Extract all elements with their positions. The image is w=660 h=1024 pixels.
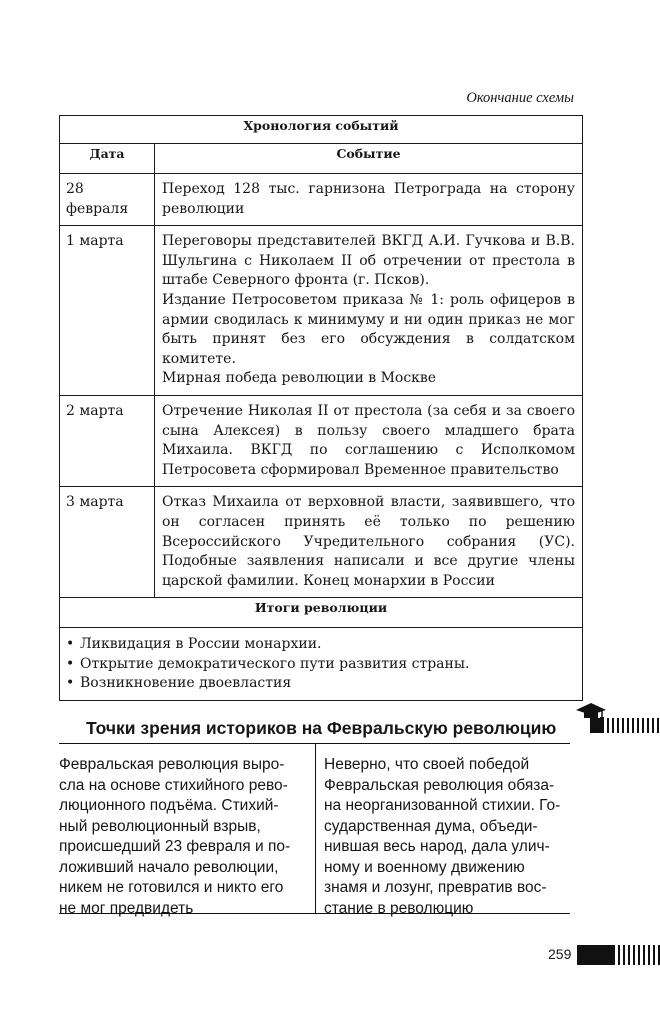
- table-row: [60, 174, 583, 226]
- results-cell: [60, 628, 583, 701]
- chronology-header-row: [60, 144, 583, 174]
- event-description: [155, 174, 583, 226]
- column-header-date: Дата: [60, 144, 155, 174]
- event-description: [155, 487, 583, 598]
- scheme-caption: Окончание схемы: [466, 90, 574, 106]
- bullet-icon: •: [66, 675, 75, 692]
- text-line: ложивший начало революции,: [59, 858, 279, 876]
- page-number-bar: [577, 945, 660, 965]
- text-line: знамя и лозунг, превратив вос-: [324, 879, 547, 896]
- list-item: [66, 674, 576, 694]
- text-line: сударственная дума, объеди-: [324, 817, 538, 835]
- column-header-event: Событие: [155, 144, 583, 174]
- event-description: [155, 395, 583, 486]
- event-paragraph: Переход 128 тыс. гарнизона Петрограда на сторону революции: [162, 181, 575, 217]
- text-line: Неверно, что своей победой: [324, 756, 530, 773]
- text-line: ный революционный взрыв,: [59, 817, 261, 835]
- event-paragraph: Мирная победа революции в Москве: [162, 370, 437, 387]
- bullet-icon: •: [66, 655, 75, 672]
- text-line: сла на основе стихийного рево-: [59, 776, 288, 794]
- text-line: стание в революцию: [324, 899, 474, 917]
- results-title-row: [60, 598, 583, 628]
- event-description: [155, 226, 583, 396]
- text-line: люционного подъёма. Стихий-: [59, 797, 279, 814]
- table-row: [60, 395, 583, 486]
- section-marker-bar: [590, 718, 660, 733]
- event-date: 3 марта: [60, 487, 155, 598]
- event-paragraph: Отречение Николая II от престола (за себя и за своего сына Алексея) в пользу своего младшего брата Михаила. ВКГД по соглашению с Исполкомом Петросовета сформировал Временное правительство: [162, 402, 575, 478]
- event-date: 28 февраля: [60, 174, 155, 226]
- list-item-text: Возникновение двоевластия: [80, 675, 292, 692]
- text-line: на неорганизованной стихии. Го-: [324, 797, 561, 814]
- table-row: [60, 487, 583, 598]
- list-item: [66, 655, 576, 675]
- event-paragraph: Издание Петросоветом приказа № 1: роль офицеров в армии сводилась к минимуму и ни один приказ не мог быть принят без его обсуждения в солдатском комитете.: [162, 291, 575, 367]
- results-title: Итоги революции: [60, 598, 583, 628]
- viewpoint-left: [59, 755, 303, 919]
- text-line: никем не готовился и никто его: [59, 879, 284, 896]
- text-line: ному и военному движению: [324, 858, 525, 876]
- results-row: [60, 628, 583, 701]
- table-row: [60, 226, 583, 396]
- event-paragraph: Переговоры представителей ВКГД А.И. Гучкова и В.В. Шульгина с Николаем II об отречении от престола в штабе Северного фронта (г. Псков).: [162, 233, 575, 289]
- section-title: Точки зрения историков на Февральскую революцию: [86, 718, 557, 738]
- text-line: происшедший 23 февраля и по-: [59, 838, 291, 855]
- results-list: [60, 628, 582, 700]
- column-divider: [315, 743, 316, 913]
- list-item-text: Открытие демократического пути развития страны.: [80, 655, 470, 672]
- event-date: 2 марта: [60, 395, 155, 486]
- chronology-title: Хронология событий: [60, 116, 583, 144]
- event-paragraph: Отказ Михаила от верховной власти, заявившего, что он согласен принять её только по решению Всероссийского Учредительного собрания (УС). Подобные заявления написали и все другие члены царской фамилии. Конец монархии в России: [162, 494, 575, 589]
- text-line: нившая весь народ, дала улич-: [324, 838, 550, 855]
- chronology-table: [59, 115, 583, 701]
- page-number: 259: [548, 946, 572, 962]
- bullet-icon: •: [66, 636, 75, 653]
- text-line: Февральская революция обяза-: [324, 776, 555, 794]
- list-item: [66, 635, 576, 655]
- text-line: Февральская революция выро-: [59, 756, 285, 773]
- chronology-title-row: [60, 116, 583, 144]
- viewpoint-right: [324, 755, 568, 919]
- event-date: 1 марта: [60, 226, 155, 396]
- text-line: не мог предвидеть: [59, 899, 194, 917]
- list-item-text: Ликвидация в России монархии.: [80, 636, 322, 653]
